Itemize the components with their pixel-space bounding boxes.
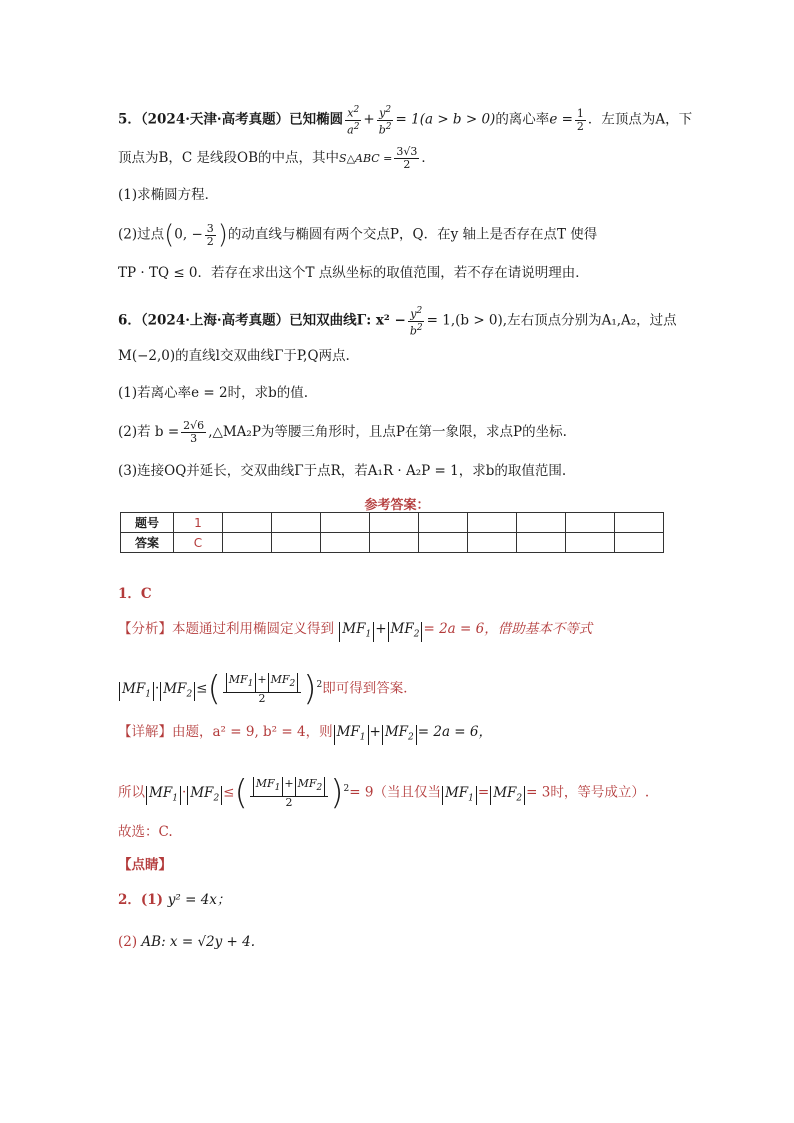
sol1-choice: 故选：C. — [118, 824, 173, 840]
table-row — [121, 513, 664, 533]
hyperbola-y-frac: $\frac{y^2}{b^2}$ — [409, 306, 423, 338]
q6-part3: (3)连接OQ并延长，交双曲线Γ于点R，若A₁R · A₂P = 1，求b的取值范围. — [118, 463, 567, 479]
sol1-inequality: $MF_1 \cdot MF_2$ ≤( $\frac{MF_1 + MF_2}{2}$ )$^2$即可得到答案． — [118, 672, 417, 706]
sol1-conclusion: 所以 $MF_1 \cdot MF_2$ ≤( $\frac{MF_1 + MF_2}{2}$ )$^2$= 9（当且仅当 $MF_1 = MF_2 = 3$时，等号成立）. — [118, 773, 650, 813]
eccentricity-frac: $\frac{1}{2}$ — [576, 106, 584, 133]
q5-part2: (2)过点(0, − $\frac{3}{2}$ )的动直线与椭圆有两个交点P，Q．在y 轴上是否存在点T 使得 — [118, 220, 598, 250]
sol2-line2: (2) AB: x = √2y + 4. — [118, 934, 256, 950]
row-label-number: 题号 — [121, 513, 174, 533]
q6-line2: M(−2,0)的直线l交双曲线Γ于P,Q两点. — [118, 348, 350, 364]
sol1-detail: 【详解】由题，a² = 9, b² = 4，则 $MF_1 + MF_2 = 2a = 6$， — [118, 724, 492, 743]
q6-line1: 6．（2024·上海·高考真题）已知双曲线Γ: x² − $\frac{y^2}{b^2}$ = 1,(b > 0),左右顶点分别为A₁,A₂，过点 — [118, 306, 677, 338]
question-number-cell: 1 — [174, 513, 223, 533]
q6-part2: (2)若 b = $\frac{2√6}{3}$ ,△MA₂P为等腰三角形时，且点P在第一象限，求点P的坐标. — [118, 419, 567, 445]
q5-line-tp: TP · TQ ≤ 0．若存在求出这个T 点纵坐标的取值范围，若不存在请说明理由． — [118, 265, 589, 281]
ellipse-x-frac: $\frac{x^2}{a^2}$ — [347, 105, 360, 137]
b-value-frac: $\frac{2√6}{3}$ — [183, 419, 205, 445]
q6-part1: (1)若离心率e = 2时，求b的值. — [118, 385, 309, 401]
area-frac: $\frac{3√3}{2}$ — [396, 145, 418, 171]
q5-part1: (1)求椭圆方程． — [118, 187, 219, 203]
sol2-line1: 2．(1) y² = 4x； — [118, 892, 231, 908]
q5-line2: 顶点为B，C 是线段OB的中点，其中S△ABC = $\frac{3√3}{2}$ ． — [118, 145, 435, 171]
table-row — [121, 533, 664, 553]
sol1-comment: 【点睛】 — [118, 857, 172, 873]
sol1-analysis: 【分析】本题通过利用椭圆定义得到 $MF_1 + MF_2 = 2a = 6$，借助基本不等式 — [118, 621, 593, 640]
answer-cell: C — [174, 533, 223, 553]
q5-line1: 5．（2024·天津·高考真题）已知椭圆 $\frac{x^2}{a^2}$ + $\frac{y^2}{b^2}$ = 1(a > b > 0)的离心率e = $\frac{1}{2}$ ．左顶点为A，下 — [118, 105, 693, 137]
point-frac: $\frac{3}{2}$ — [206, 221, 214, 248]
row-label-answer: 答案 — [121, 533, 174, 553]
answer-header: 参考答案： — [364, 498, 430, 513]
sol1-title: 1．C — [118, 586, 152, 602]
ellipse-y-frac: $\frac{y^2}{b^2}$ — [378, 105, 392, 137]
answer-table — [120, 512, 664, 553]
